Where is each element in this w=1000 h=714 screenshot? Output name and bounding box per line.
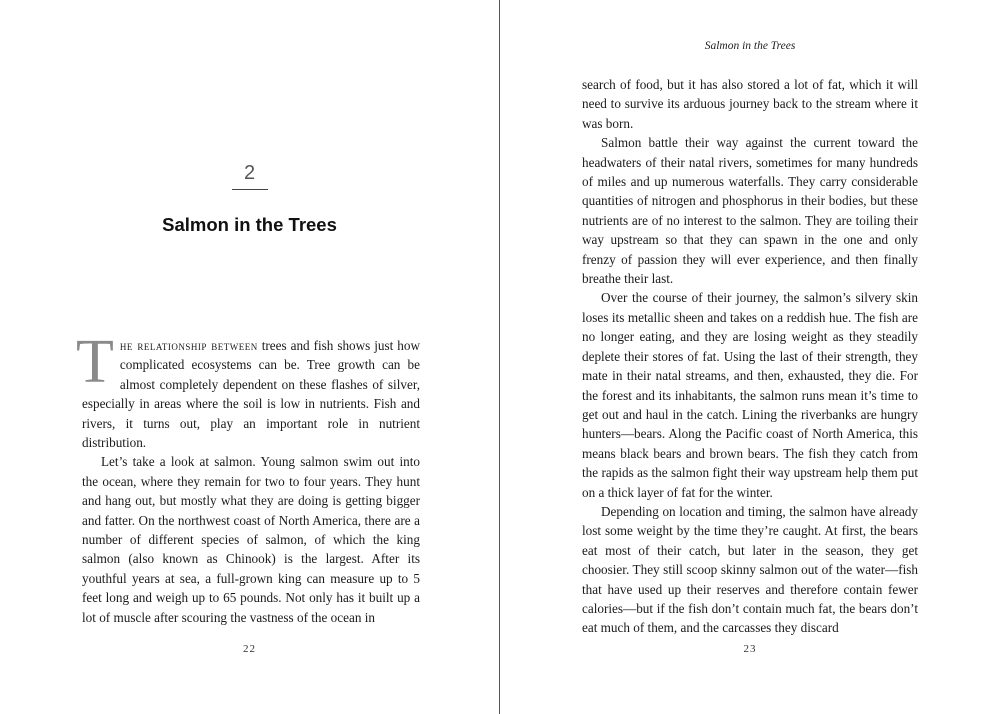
chapter-title: Salmon in the Trees — [162, 214, 337, 235]
paragraph: search of food, but it has also stored a lot of fat, which it will need to survive its arduous journey back to the stream where it was born. — [582, 77, 918, 131]
opening-text: trees and fish shows just how complicated ecosystems can be. Tree growth can be almost completely dependent on these flashes of silver, especially in areas where the soil is low in nutrients. Fish and rivers, it turns out, play an important role in nutrient distribution. — [82, 338, 420, 451]
left-body-text — [76, 328, 420, 627]
right-body-text — [582, 75, 918, 638]
left-page — [0, 0, 499, 714]
paragraph: Depending on location and timing, the salmon have already lost some weight by the time they’re caught. At first, the bears eat most of their catch, but later in the season, they get choosier. They still scoop skinny salmon out of the water—fish that have used up their reserves and therefore contain fewer calories—but if the fish don’t contain much fat, the bears don’t eat much of them, and the carcasses they discard — [582, 503, 918, 636]
chapter-divider — [232, 189, 268, 190]
opening-paragraph — [76, 328, 420, 452]
opening-small-caps: he relationship between — [119, 338, 258, 353]
running-head: Salmon in the Trees — [704, 40, 796, 52]
chapter-number: 2 — [243, 162, 256, 184]
page-number: 22 — [243, 643, 256, 655]
paragraph: Salmon battle their way against the current toward the headwaters of their natal rivers, sometimes for many hundreds of miles and up numerous waterfalls. They carry considerable quantities of nitrogen and phosphorus in their bodies, but these nutrients are of no interest to the salmon. They are toiling their way upstream so that they can spawn in the one and only frenzy of passion they will ever experience, and then finally breathe their last. — [582, 135, 918, 287]
right-page — [500, 0, 1000, 714]
paragraph: Over the course of their journey, the salmon’s silvery skin loses its metallic sheen and takes on a reddish hue. The fish are no longer eating, and they are losing weight as they steadily deplete their stores of fat. Using the last of their strength, they mate in their natal streams, and then, exhausted, they die. For the forest and its inhabitants, the salmon runs mean it’s time to get out and haul in the catch. Lining the riverbanks are hungry hunters—bears. Along the Pacific coast of North America, this means black bears and brown bears. The fish they catch from the rapids as the salmon fight their way upstream help them put on a thick layer of fat for the winter. — [582, 290, 918, 500]
drop-cap: T — [76, 328, 114, 396]
paragraph: Let’s take a look at salmon. Young salmon swim out into the ocean, where they remain for two to four years. They hunt and hang out, but mostly what they are doing is getting bigger and fatter. On the northwest coast of North America, there are a number of different species of salmon, of which the king salmon (also known as Chinook) is the largest. After its youthful years at sea, a full-grown king can measure up to 5 feet long and weigh up to 65 pounds. Not only has it built up a lot of muscle after scouring the vastness of the ocean in — [82, 454, 420, 625]
page-number: 23 — [743, 643, 757, 655]
